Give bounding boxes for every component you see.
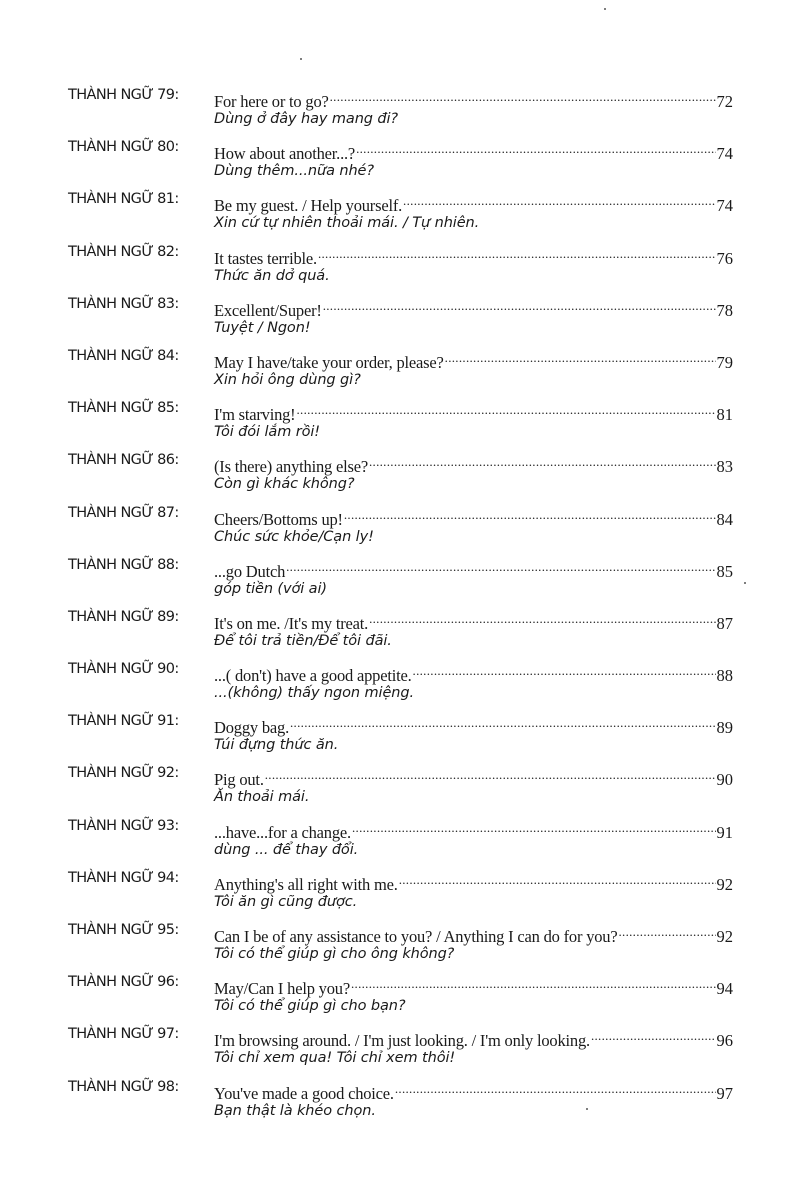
idiom-line — [214, 346, 733, 372]
scan-speck — [300, 58, 302, 60]
dot-leader — [296, 398, 715, 420]
idiom-english: Anything's all right with me. — [214, 874, 398, 894]
idiom-english: How about another...? — [214, 144, 356, 164]
dot-leader — [318, 242, 716, 264]
idiom-vietnamese: Dùng thêm...nữa nhé? — [214, 163, 374, 180]
idiom-english: It's on me. /It's my treat. — [214, 613, 369, 633]
idiom-number: THÀNH NGỮ 87: — [68, 504, 179, 521]
idiom-number: THÀNH NGỮ 86: — [68, 452, 179, 469]
idiom-line — [214, 242, 733, 268]
idiom-vietnamese: Tôi có thể giúp gì cho bạn? — [214, 998, 406, 1015]
page-number: 90 — [716, 770, 733, 790]
scan-speck — [604, 8, 606, 10]
idiom-line — [214, 85, 733, 111]
idiom-number: THÀNH NGỮ 94: — [68, 869, 179, 886]
idiom-vietnamese: Còn gì khác không? — [214, 476, 355, 493]
dot-leader — [618, 920, 715, 942]
toc-entry[interactable] — [0, 972, 800, 1024]
idiom-line — [214, 555, 733, 581]
idiom-vietnamese: Túi đựng thức ăn. — [214, 737, 339, 754]
page-number: 92 — [716, 874, 733, 894]
idiom-number: THÀNH NGỮ 88: — [68, 556, 179, 573]
page-number: 83 — [716, 457, 733, 477]
page-number: 94 — [716, 979, 733, 999]
idiom-line — [214, 189, 733, 216]
toc-entry[interactable] — [0, 920, 800, 972]
idiom-english: May I have/take your order, please? — [214, 352, 444, 372]
dot-leader — [344, 503, 716, 525]
toc-entry[interactable] — [0, 398, 800, 450]
toc-entry[interactable] — [0, 763, 800, 815]
idiom-number: THÀNH NGỮ 95: — [68, 922, 179, 938]
dot-leader — [395, 1077, 716, 1099]
dot-leader — [265, 763, 716, 785]
dot-leader — [591, 1024, 716, 1046]
idiom-vietnamese: Để tôi trả tiền/Để tôi đãi. — [214, 632, 392, 649]
dot-leader — [369, 607, 715, 629]
idiom-english: For here or to go? — [214, 92, 329, 111]
idiom-english: ...have...for a change. — [214, 822, 351, 842]
idiom-vietnamese: ...(không) thấy ngon miệng. — [214, 685, 414, 702]
idiom-line — [214, 868, 733, 894]
idiom-number: THÀNH NGỮ 97: — [68, 1026, 179, 1043]
page-number: 97 — [716, 1083, 733, 1103]
idiom-number: THÀNH NGỮ 93: — [68, 817, 179, 834]
idiom-vietnamese: Tôi có thể giúp gì cho ông không? — [214, 946, 455, 962]
page-number: 79 — [716, 352, 733, 372]
dot-leader — [351, 972, 716, 994]
idiom-line — [214, 1024, 733, 1051]
page-number: 89 — [716, 718, 733, 738]
idiom-english: Doggy bag. — [214, 718, 289, 738]
toc-entry[interactable] — [0, 1024, 800, 1076]
idiom-english: Pig out. — [214, 770, 264, 790]
idiom-english: You've made a good choice. — [214, 1083, 394, 1103]
toc-entry[interactable] — [0, 85, 800, 137]
dot-leader — [369, 450, 716, 472]
idiom-line — [214, 659, 733, 686]
page-number: 78 — [716, 300, 733, 320]
dot-leader — [286, 555, 715, 577]
idiom-line — [214, 763, 733, 790]
idiom-english: I'm starving! — [214, 405, 296, 425]
idiom-number: THÀNH NGỮ 79: — [68, 87, 179, 103]
dot-leader — [356, 137, 715, 159]
dot-leader — [403, 189, 715, 211]
toc-entry[interactable] — [0, 137, 800, 189]
idiom-vietnamese: Thức ăn dở quá. — [214, 267, 330, 284]
idiom-vietnamese: Bạn thật là khéo chọn. — [214, 1102, 376, 1119]
idiom-english: Cheers/Bottoms up! — [214, 509, 343, 529]
idiom-vietnamese: Chúc sức khỏe/Cạn ly! — [214, 528, 374, 545]
idiom-line — [214, 920, 733, 946]
page-number: 96 — [716, 1031, 733, 1051]
toc-entry[interactable] — [0, 503, 800, 555]
idiom-vietnamese: Tôi ăn gì cũng được. — [214, 893, 358, 910]
idiom-vietnamese: Xin cứ tự nhiên thoải mái. / Tự nhiên. — [214, 215, 480, 232]
dot-leader — [399, 868, 716, 890]
page-number: 92 — [716, 927, 733, 946]
table-of-contents — [0, 85, 800, 1129]
idiom-english: Excellent/Super! — [214, 300, 322, 320]
idiom-number: THÀNH NGỮ 80: — [68, 139, 179, 156]
idiom-line — [214, 816, 733, 842]
page-number: 91 — [716, 822, 733, 842]
idiom-line — [214, 711, 733, 738]
dot-leader — [413, 659, 716, 681]
toc-entry[interactable] — [0, 868, 800, 920]
toc-entry[interactable] — [0, 816, 800, 868]
idiom-line — [214, 398, 733, 425]
toc-entry[interactable] — [0, 189, 800, 241]
idiom-english: ...( don't) have a good appetite. — [214, 666, 412, 686]
idiom-number: THÀNH NGỮ 98: — [68, 1078, 179, 1095]
idiom-vietnamese: Dùng ở đây hay mang đi? — [214, 111, 399, 127]
idiom-line — [214, 503, 733, 529]
idiom-line — [214, 137, 733, 164]
page-number: 76 — [716, 248, 733, 268]
toc-entry[interactable] — [0, 711, 800, 763]
idiom-english: (Is there) anything else? — [214, 457, 368, 477]
toc-entry[interactable] — [0, 555, 800, 607]
idiom-english: Be my guest. / Help yourself. — [214, 196, 403, 216]
page-number: 85 — [716, 561, 733, 581]
page-number: 74 — [716, 196, 733, 216]
idiom-english: I'm browsing around. / I'm just looking. / I'm only looking. — [214, 1031, 590, 1051]
idiom-number: THÀNH NGỮ 92: — [68, 765, 179, 782]
idiom-line — [214, 294, 733, 320]
toc-entry[interactable] — [0, 659, 800, 711]
idiom-line — [214, 972, 733, 999]
idiom-line — [214, 450, 733, 477]
idiom-vietnamese: góp tiền (với ai) — [214, 580, 327, 597]
idiom-number: THÀNH NGỮ 83: — [68, 295, 179, 312]
idiom-number: THÀNH NGỮ 81: — [68, 191, 179, 208]
page-number: 87 — [716, 613, 733, 633]
toc-entry[interactable] — [0, 607, 800, 659]
idiom-number: THÀNH NGỮ 89: — [68, 608, 179, 625]
idiom-vietnamese: Tuyệt / Ngon! — [214, 319, 311, 336]
toc-entry[interactable] — [0, 242, 800, 294]
dot-leader — [330, 85, 716, 107]
dot-leader — [323, 294, 716, 316]
idiom-vietnamese: Xin hỏi ông dùng gì? — [214, 371, 361, 388]
idiom-vietnamese: Tôi chỉ xem qua! Tôi chỉ xem thôi! — [214, 1050, 456, 1067]
idiom-english: ...go Dutch — [214, 561, 286, 581]
idiom-number: THÀNH NGỮ 96: — [68, 974, 179, 991]
dot-leader — [352, 816, 716, 838]
dot-leader — [445, 346, 716, 368]
page-number: 88 — [716, 666, 733, 686]
idiom-number: THÀNH NGỮ 85: — [68, 400, 179, 417]
idiom-number: THÀNH NGỮ 91: — [68, 713, 179, 730]
idiom-line — [214, 607, 733, 633]
idiom-number: THÀNH NGỮ 82: — [68, 243, 179, 260]
idiom-english: May/Can I help you? — [214, 979, 350, 999]
dot-leader — [290, 711, 716, 733]
idiom-english: It tastes terrible. — [214, 248, 317, 268]
idiom-line — [214, 1077, 733, 1103]
idiom-vietnamese: dùng ... để thay đổi. — [214, 841, 359, 858]
toc-entry[interactable] — [0, 294, 800, 346]
idiom-number: THÀNH NGỮ 90: — [68, 661, 179, 678]
page-number: 81 — [716, 405, 733, 425]
idiom-english: Can I be of any assistance to you? / Anything I can do for you? — [214, 927, 618, 946]
idiom-vietnamese: Tôi đói lắm rồi! — [214, 424, 321, 441]
toc-entry[interactable] — [0, 1077, 800, 1129]
idiom-vietnamese: Ăn thoải mái. — [214, 789, 310, 806]
toc-entry[interactable] — [0, 450, 800, 502]
idiom-number: THÀNH NGỮ 84: — [68, 347, 179, 364]
page-number: 72 — [716, 92, 733, 111]
toc-entry[interactable] — [0, 346, 800, 398]
page-number: 74 — [716, 144, 733, 164]
page-number: 84 — [716, 509, 733, 529]
